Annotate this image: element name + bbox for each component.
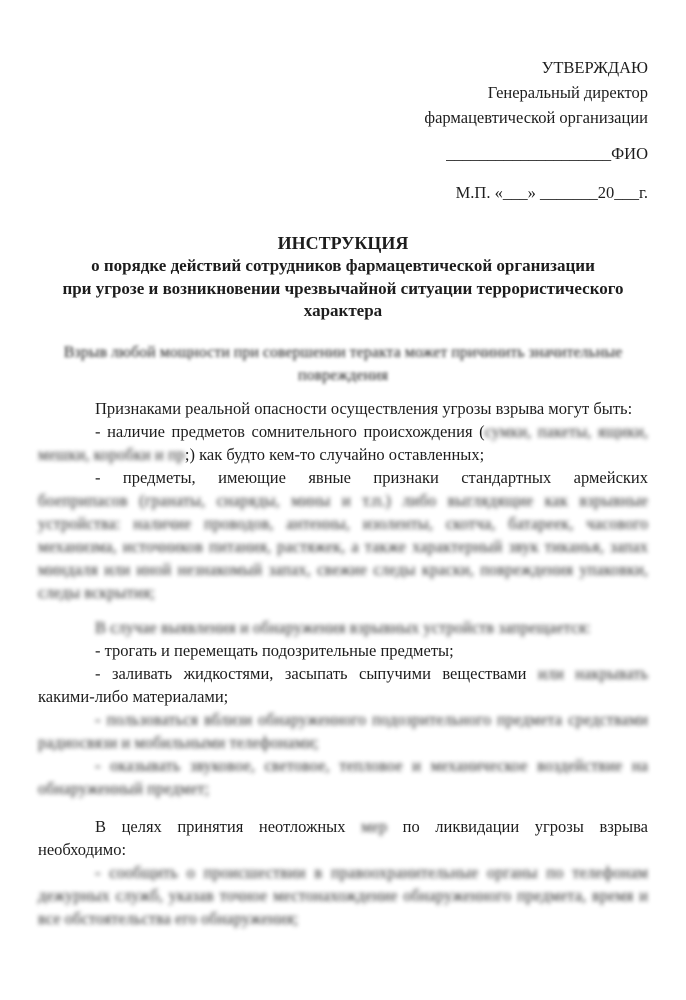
document-title: ИНСТРУКЦИЯ (277, 233, 409, 253)
redacted-text: боеприпасов (гранаты, снаряды, мины и т.п.) либо выглядящие как взрывные устройства: наличие проводов, антенны, изоленты, скотча, батареек, часового механизма, источников питания, растяжек, а также характерный звук тиканья, запах миндаля или иной незнакомый запах, свежие следы краски, повреждения упаковки, следы вскрытия; (38, 490, 648, 602)
redacted-prohibited-intro (38, 616, 648, 639)
bullet-text: - заливать жидкостями, засыпать сыпучими веществами (95, 663, 538, 683)
bullet-army-visible-line: - предметы, имеющие явные признаки стандартных армейских (95, 467, 648, 487)
redacted-text: В случае выявления и обнаружения взрывных устройств запрещается: (95, 617, 591, 637)
document-subtitle-line: при угрозе и возникновении чрезвычайной ситуации террористического (62, 278, 624, 298)
redacted-bullet-impact (38, 754, 648, 800)
redacted-final-block (38, 861, 648, 930)
approval-line: фармацевтической организации (424, 108, 648, 127)
redacted-text: - сообщить о происшествии в правоохранительные органы по телефонам дежурных служб, указав точное местонахождение обнаруженного предмета, время и все обстоятельства его обнаружения; (38, 862, 648, 928)
bullet-suspicious-origin (38, 420, 648, 466)
approval-line: Генеральный директор (487, 83, 648, 102)
redacted-text: мер (361, 816, 388, 836)
stamp-date-line: М.П. «___» _______20___г. (455, 183, 648, 202)
redacted-text: сумки, пакеты, ящики, мешки, коробки и пр (38, 421, 648, 464)
bullet-text: - наличие предметов сомнительного происхождения ( (95, 421, 485, 441)
document-subtitle-line: характера (303, 301, 383, 320)
redacted-lead-paragraph (38, 341, 648, 387)
paragraph-text: по ликвидации угрозы взрыва необходимо: (38, 816, 648, 859)
bullet-text: ;) как будто кем-то случайно оставленных; (184, 444, 485, 464)
paragraph-signs-intro: Признаками реальной опасности осуществления угрозы взрыва могут быть: (95, 398, 633, 418)
paragraph-text: В целях принятия неотложных (95, 816, 362, 836)
bullet-do-not-pour (38, 662, 648, 708)
document-title-block (38, 231, 648, 323)
approval-block (38, 55, 648, 130)
redacted-army-block (38, 489, 648, 604)
signature-line: ____________________ФИО (446, 144, 648, 163)
redacted-bullet-radio (38, 708, 648, 754)
redacted-text: - оказывать звуковое, световое, тепловое и механическое воздействие на обнаруженный предмет; (38, 755, 648, 798)
redacted-text: Взрыв любой мощности при совершении теракта может причинить значительные повреждения (63, 343, 623, 384)
bullet-do-not-touch: - трогать и перемещать подозрительные предметы; (95, 640, 454, 660)
redacted-text: или накрывать (537, 663, 649, 683)
approval-line: УТВЕРЖДАЮ (541, 58, 648, 77)
bullet-text: какими-либо материалами; (38, 686, 229, 706)
paragraph-urgent-measures (38, 815, 648, 861)
redacted-text: - пользоваться вблизи обнаруженного подозрительного предмета средствами радиосвязи и мобильными телефонами; (38, 709, 648, 752)
document-subtitle-line: о порядке действий сотрудников фармацевтической организации (91, 256, 595, 275)
